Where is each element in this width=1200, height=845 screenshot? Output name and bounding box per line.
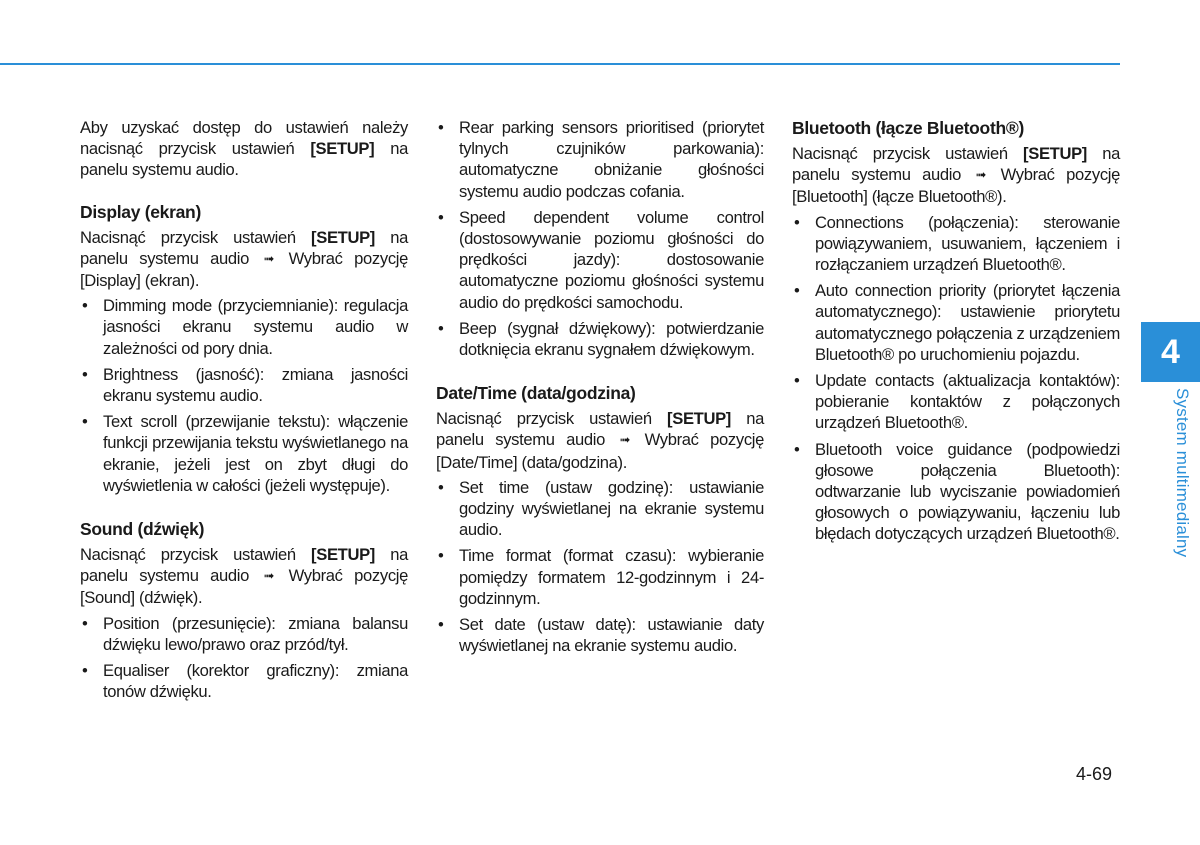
list-item: • Auto connection priority (priorytet łączenia automatycznego): ustawienie priorytetu automatycznego połączenia z urządzeniem Bluetooth® po uruchomieniu pojazdu.	[792, 280, 1120, 365]
list-item: • Set date (ustaw datę): ustawianie daty wyświetlanej na ekranie systemu audio.	[436, 614, 764, 656]
sound-instruction: Nacisnąć przycisk ustawień [SETUP] na panelu systemu audio ➟ Wybrać pozycję [Sound] (dźwięk).	[80, 545, 408, 608]
setup-key-label: [SETUP]	[310, 139, 375, 159]
chapter-number-tab: 4	[1141, 322, 1200, 382]
list-item: • Brightness (jasność): zmiana jasności ekranu systemu audio.	[80, 364, 408, 406]
setup-key-label: [SETUP]	[1023, 144, 1087, 163]
datetime-heading: Date/Time (data/godzina)	[436, 383, 636, 404]
column-1	[80, 117, 408, 702]
intro-paragraph: Aby uzyskać dostęp do ustawień należy nacisnąć przycisk ustawień [SETUP] na panelu systemu audio.	[80, 118, 408, 180]
list-item: • Connections (połączenia): sterowanie powiązywaniem, usuwaniem, łączeniem i rozłączaniem urządzeń Bluetooth®.	[792, 212, 1120, 276]
right-arrow-icon: ➟	[619, 432, 631, 448]
list-item: • Update contacts (aktualizacja kontaktów): pobieranie kontaktów z połączonych urządzeń Bluetooth®.	[792, 370, 1120, 434]
list-item: • Equaliser (korektor graficzny): zmiana tonów dźwięku.	[80, 660, 408, 702]
list-item: • Set time (ustaw godzinę): ustawianie godziny wyświetlanej na ekranie systemu audio.	[436, 477, 764, 541]
setup-key-label: [SETUP]	[311, 227, 375, 247]
setup-key-label: [SETUP]	[311, 545, 375, 565]
chapter-title: System multimedialny	[1173, 388, 1192, 558]
right-arrow-icon: ➟	[263, 568, 275, 584]
right-arrow-icon: ➟	[975, 167, 987, 183]
display-heading: Display (ekran)	[80, 201, 201, 222]
sound-heading: Sound (dźwięk)	[80, 519, 205, 540]
page-number: 4-69	[1076, 764, 1113, 784]
display-list	[80, 295, 408, 496]
right-arrow-icon: ➟	[263, 250, 275, 266]
list-item: • Time format (format czasu): wybieranie pomiędzy formatem 12-godzinnym i 24-godzinnym.	[436, 545, 764, 609]
display-instruction: Nacisnąć przycisk ustawień [SETUP] na panelu systemu audio ➟ Wybrać pozycję [Display] (ekran).	[80, 227, 408, 291]
datetime-instruction: Nacisnąć przycisk ustawień [SETUP] na panelu systemu audio ➟ Wybrać pozycję [Date/Time] (data/godzina).	[436, 409, 764, 472]
top-rule	[0, 63, 1120, 65]
list-item: • Text scroll (przewijanie tekstu): włączenie funkcji przewijania tekstu wyświetlanego na ekranie, jeżeli jest on zbyt długi do wyświetlenia w całości (jeżeli występuje).	[80, 411, 408, 496]
bluetooth-heading: Bluetooth (łącze Bluetooth®)	[792, 118, 1024, 138]
list-item: • Position (przesunięcie): zmiana balansu dźwięku lewo/prawo oraz przód/tył.	[80, 613, 408, 655]
list-item: • Speed dependent volume control (dostosowywanie poziomu głośności do prędkości jazdy): dostosowanie automatyczne poziomu głośności systemu audio do prędkości samochodu.	[436, 207, 764, 313]
column-2	[436, 117, 764, 656]
setup-key-label: [SETUP]	[667, 409, 731, 429]
column-3	[792, 117, 1120, 545]
sound-list-continued	[436, 117, 764, 360]
list-item: • Dimming mode (przyciemnianie): regulacja jasności ekranu systemu audio w zależności od pory dnia.	[80, 295, 408, 359]
list-item: • Rear parking sensors prioritised (priorytet tylnych czujników parkowania): automatyczne obniżanie głośności systemu audio podczas cofania.	[436, 117, 764, 202]
sound-list	[80, 613, 408, 703]
list-item: • Beep (sygnał dźwiękowy): potwierdzanie dotknięcia ekranu sygnałem dźwiękowym.	[436, 318, 764, 360]
bluetooth-list	[792, 212, 1120, 545]
list-item: • Bluetooth voice guidance (podpowiedzi głosowe połączenia Bluetooth): odtwarzanie lub wyciszanie powiadomień głosowych o powiązywaniu, łączeniu lub błędach dotyczących urządzeń Bluetooth®.	[792, 439, 1120, 545]
datetime-list	[436, 477, 764, 657]
bluetooth-instruction: Nacisnąć przycisk ustawień [SETUP] na panelu systemu audio ➟ Wybrać pozycję [Bluetooth] (łącze Bluetooth®).	[792, 144, 1120, 207]
